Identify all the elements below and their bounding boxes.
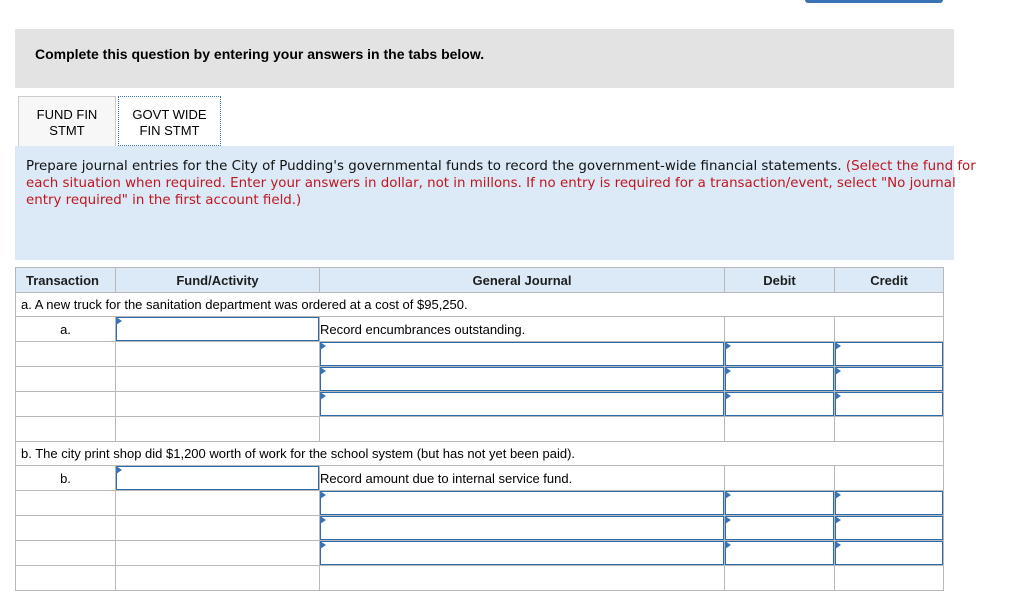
col-header-transaction: Transaction bbox=[16, 268, 116, 293]
debit-cell bbox=[725, 367, 835, 392]
debit-input[interactable] bbox=[725, 367, 834, 391]
journal-row bbox=[16, 466, 944, 491]
transaction-b-description: b. The city print shop did $1,200 worth of work for the school system (but has not yet been paid). bbox=[16, 442, 944, 466]
debit-input[interactable] bbox=[725, 491, 834, 515]
tab-fund-fin-stmt[interactable] bbox=[18, 96, 116, 146]
fund-activity-cell bbox=[116, 541, 320, 566]
instructions-note: (Select the fund for each situation when required. Enter your answers in dollar, not in millons. If no entry is required for a transaction/event, select "No journal entry required" in the first account field.) bbox=[26, 159, 976, 208]
credit-cell bbox=[835, 466, 944, 491]
dropdown-marker-icon bbox=[835, 491, 841, 499]
transaction-cell bbox=[16, 367, 116, 392]
tab-govt-line1: GOVT WIDE bbox=[132, 107, 207, 122]
debit-cell bbox=[725, 541, 835, 566]
col-header-credit: Credit bbox=[835, 268, 944, 293]
question-header-text: Complete this question by entering your answers in the tabs below. bbox=[35, 46, 485, 62]
debit-input[interactable] bbox=[725, 392, 834, 416]
memo-cell: Record amount due to internal service fund. bbox=[320, 466, 725, 491]
journal-row-empty bbox=[16, 417, 944, 442]
fund-activity-cell bbox=[116, 466, 320, 491]
journal-row bbox=[16, 367, 944, 392]
transaction-description-row bbox=[16, 293, 944, 317]
dropdown-marker-icon bbox=[725, 367, 731, 375]
tab-fund-line1: FUND FIN bbox=[36, 107, 98, 122]
fund-activity-cell bbox=[116, 417, 320, 442]
account-cell bbox=[320, 541, 725, 566]
tab-fund-line2: STMT bbox=[49, 123, 85, 138]
debit-cell bbox=[725, 566, 835, 591]
dropdown-marker-icon bbox=[320, 342, 326, 350]
transaction-cell bbox=[16, 516, 116, 541]
dropdown-marker-icon bbox=[835, 367, 841, 375]
journal-row bbox=[16, 541, 944, 566]
debit-cell bbox=[725, 417, 835, 442]
fund-activity-cell bbox=[116, 566, 320, 591]
credit-cell bbox=[835, 491, 944, 516]
dropdown-marker-icon bbox=[320, 367, 326, 375]
question-header bbox=[15, 29, 954, 88]
transaction-description-row bbox=[16, 442, 944, 466]
tab-govt-wide-fin-stmt[interactable] bbox=[118, 96, 221, 146]
col-header-debit: Debit bbox=[725, 268, 835, 293]
dropdown-marker-icon bbox=[116, 466, 122, 474]
journal-row bbox=[16, 342, 944, 367]
journal-header-row bbox=[16, 268, 944, 293]
dropdown-marker-icon bbox=[835, 516, 841, 524]
account-cell bbox=[320, 367, 725, 392]
account-cell bbox=[320, 392, 725, 417]
account-cell bbox=[320, 417, 725, 442]
dropdown-marker-icon bbox=[116, 317, 122, 325]
account-cell bbox=[320, 491, 725, 516]
debit-cell bbox=[725, 342, 835, 367]
dropdown-marker-icon bbox=[725, 541, 731, 549]
account-select[interactable] bbox=[320, 516, 724, 540]
dropdown-marker-icon bbox=[835, 392, 841, 400]
journal-row-empty bbox=[16, 566, 944, 591]
credit-input[interactable] bbox=[835, 541, 943, 565]
fund-activity-cell bbox=[116, 516, 320, 541]
transaction-cell bbox=[16, 541, 116, 566]
fund-activity-cell bbox=[116, 392, 320, 417]
account-select[interactable] bbox=[320, 367, 724, 391]
transaction-cell bbox=[16, 342, 116, 367]
journal-row bbox=[16, 392, 944, 417]
col-header-general-journal: General Journal bbox=[320, 268, 725, 293]
account-cell bbox=[320, 566, 725, 591]
col-header-fund-activity: Fund/Activity bbox=[116, 268, 320, 293]
dropdown-marker-icon bbox=[320, 516, 326, 524]
dropdown-marker-icon bbox=[725, 516, 731, 524]
account-select[interactable] bbox=[320, 541, 724, 565]
fund-activity-cell bbox=[116, 317, 320, 342]
credit-cell bbox=[835, 342, 944, 367]
transaction-a-description: a. A new truck for the sanitation department was ordered at a cost of $95,250. bbox=[16, 293, 944, 317]
dropdown-marker-icon bbox=[725, 342, 731, 350]
journal-row bbox=[16, 491, 944, 516]
fund-activity-select[interactable] bbox=[116, 317, 319, 341]
account-cell bbox=[320, 342, 725, 367]
transaction-cell bbox=[16, 417, 116, 442]
account-cell bbox=[320, 516, 725, 541]
journal-row bbox=[16, 516, 944, 541]
instructions-panel bbox=[15, 146, 976, 260]
fund-activity-select[interactable] bbox=[116, 466, 319, 490]
credit-input[interactable] bbox=[835, 491, 943, 515]
account-select[interactable] bbox=[320, 491, 724, 515]
dropdown-marker-icon bbox=[835, 342, 841, 350]
transaction-a-label: a. bbox=[16, 317, 116, 342]
credit-cell bbox=[835, 541, 944, 566]
debit-input[interactable] bbox=[725, 541, 834, 565]
fund-activity-cell bbox=[116, 342, 320, 367]
fund-activity-cell bbox=[116, 367, 320, 392]
debit-cell bbox=[725, 317, 835, 342]
tab-govt-line2: FIN STMT bbox=[139, 123, 200, 138]
debit-input[interactable] bbox=[725, 342, 834, 366]
dropdown-marker-icon bbox=[320, 541, 326, 549]
transaction-cell bbox=[16, 491, 116, 516]
journal-table bbox=[15, 267, 944, 591]
credit-input[interactable] bbox=[835, 342, 943, 366]
debit-cell bbox=[725, 392, 835, 417]
credit-cell bbox=[835, 566, 944, 591]
dropdown-marker-icon bbox=[725, 392, 731, 400]
debit-cell bbox=[725, 516, 835, 541]
transaction-cell bbox=[16, 566, 116, 591]
credit-cell bbox=[835, 417, 944, 442]
top-action-button[interactable] bbox=[805, 0, 943, 3]
account-select[interactable] bbox=[320, 392, 724, 416]
transaction-b-label: b. bbox=[16, 466, 116, 491]
instructions-text bbox=[26, 158, 986, 209]
debit-cell bbox=[725, 466, 835, 491]
memo-cell: Record encumbrances outstanding. bbox=[320, 317, 725, 342]
dropdown-marker-icon bbox=[320, 491, 326, 499]
account-select[interactable] bbox=[320, 342, 724, 366]
credit-cell bbox=[835, 367, 944, 392]
credit-cell bbox=[835, 317, 944, 342]
credit-cell bbox=[835, 392, 944, 417]
credit-cell bbox=[835, 516, 944, 541]
dropdown-marker-icon bbox=[835, 541, 841, 549]
journal-row bbox=[16, 317, 944, 342]
debit-input[interactable] bbox=[725, 516, 834, 540]
instructions-main: Prepare journal entries for the City of Pudding's governmental funds to record the government-wide financial statements. bbox=[26, 159, 846, 174]
credit-input[interactable] bbox=[835, 392, 943, 416]
credit-input[interactable] bbox=[835, 516, 943, 540]
fund-activity-cell bbox=[116, 491, 320, 516]
transaction-cell bbox=[16, 392, 116, 417]
debit-cell bbox=[725, 491, 835, 516]
dropdown-marker-icon bbox=[320, 392, 326, 400]
credit-input[interactable] bbox=[835, 367, 943, 391]
dropdown-marker-icon bbox=[725, 491, 731, 499]
